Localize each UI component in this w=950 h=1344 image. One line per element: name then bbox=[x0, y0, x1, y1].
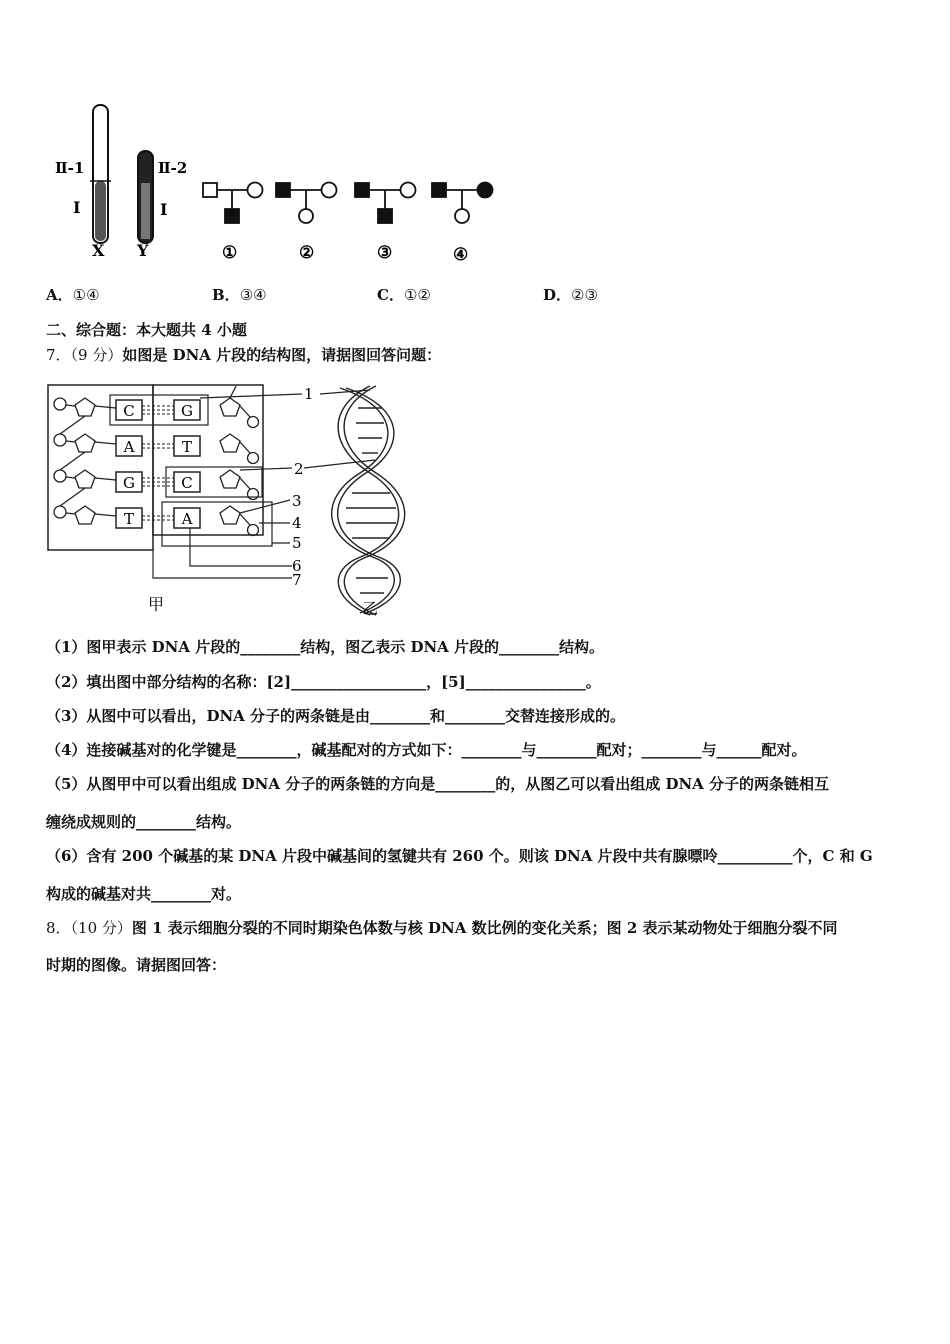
option-a bbox=[46, 285, 100, 305]
q7-sub-4: （4）连接碱基对的化学键是________，碱基配对的方式如下：________与________配对；________与______配对。 bbox=[46, 741, 807, 759]
base-left-3: G bbox=[123, 474, 135, 492]
q7-score: （9 分） bbox=[70, 346, 123, 364]
label-ii2: Ⅱ-2 bbox=[158, 159, 188, 177]
double-helix bbox=[332, 386, 405, 615]
base-right-3: C bbox=[181, 474, 193, 492]
label-ii1: Ⅱ-1 bbox=[55, 159, 85, 177]
q7-stem-line bbox=[46, 345, 441, 365]
q7-stem: 如图是 DNA 片段的结构图，请据图回答问题： bbox=[122, 346, 442, 364]
label-pedigree-3: ③ bbox=[377, 243, 393, 263]
option-a-text: ①④ bbox=[72, 286, 100, 304]
option-a-letter: A． bbox=[46, 286, 73, 304]
q8-text-1: 图 1 表示细胞分裂的不同时期染色体数与核 DNA 数比例的变化关系；图 2 表示某动物处于细胞分裂不同 bbox=[131, 919, 838, 937]
label-x: X bbox=[92, 241, 105, 260]
label-i-right: Ⅰ bbox=[160, 200, 168, 219]
num-1: 1 bbox=[304, 385, 314, 403]
option-b-text: ③④ bbox=[239, 286, 267, 304]
base-left-4: T bbox=[123, 510, 135, 528]
q7-number: 7． bbox=[46, 346, 71, 364]
q7-sub-5-cont: 缠绕成规则的________结构。 bbox=[46, 813, 242, 831]
q7-sub-1: （1）图甲表示 DNA 片段的________结构，图乙表示 DNA 片段的________结构。 bbox=[46, 638, 605, 656]
chromosome-pedigree-figure bbox=[40, 95, 510, 275]
section-heading: 二、综合题：本大题共 4 小题 bbox=[46, 321, 247, 339]
option-c-text: ①② bbox=[403, 286, 431, 304]
label-pedigree-2: ② bbox=[299, 243, 315, 263]
y-chromosome bbox=[138, 151, 153, 243]
num-7: 7 bbox=[292, 571, 302, 589]
base-right-4: A bbox=[181, 510, 193, 528]
q7-sub-6: （6）含有 200 个碱基的某 DNA 片段中碱基间的氢键共有 260 个。则该 DNA 片段中共有腺嘌呤__________个，C 和 G bbox=[46, 847, 873, 865]
base-left-2: A bbox=[123, 438, 135, 456]
label-pedigree-4: ④ bbox=[453, 245, 469, 265]
base-right-1: G bbox=[181, 402, 193, 420]
pedigree-4 bbox=[432, 183, 493, 224]
q8-score: （10 分） bbox=[70, 919, 132, 937]
q8-line-1 bbox=[46, 918, 837, 938]
q7-sub-3: （3）从图中可以看出，DNA 分子的两条链是由________和________交替连接形成的。 bbox=[46, 707, 626, 725]
option-c-letter: C． bbox=[377, 286, 404, 304]
base-right-2: T bbox=[181, 438, 193, 456]
num-4: 4 bbox=[292, 514, 302, 532]
q7-sub-5: （5）从图甲中可以看出组成 DNA 分子的两条链的方向是________的，从图乙可以看出组成 DNA 分子的两条链相互 bbox=[46, 775, 830, 793]
pedigree-3 bbox=[355, 183, 416, 224]
q7-sub-2: （2）填出图中部分结构的名称：[2]__________________，[5]________________。 bbox=[46, 673, 601, 691]
q8-number: 8． bbox=[46, 919, 71, 937]
q8-line-2: 时期的图像。请据图回答： bbox=[46, 956, 227, 974]
x-chromosome bbox=[90, 105, 111, 243]
dna-structure-figure bbox=[40, 378, 430, 623]
label-i-left: Ⅰ bbox=[73, 198, 81, 217]
num-6: 6 bbox=[292, 557, 302, 575]
q7-sub-6-cont: 构成的碱基对共________对。 bbox=[46, 885, 242, 903]
label-y: Y bbox=[137, 241, 149, 260]
option-d bbox=[543, 285, 598, 305]
option-b bbox=[212, 285, 267, 305]
label-pedigree-1: ① bbox=[222, 243, 238, 263]
label-jia: 甲 bbox=[148, 595, 165, 614]
num-5: 5 bbox=[292, 534, 302, 552]
option-b-letter: B． bbox=[212, 286, 240, 304]
option-c bbox=[377, 285, 431, 305]
option-d-letter: D． bbox=[543, 286, 572, 304]
pedigree-2 bbox=[276, 183, 337, 224]
pedigree-1 bbox=[203, 183, 263, 224]
option-d-text: ②③ bbox=[571, 286, 598, 304]
label-yi: 乙 bbox=[362, 599, 379, 618]
base-left-1: C bbox=[123, 402, 135, 420]
num-3: 3 bbox=[292, 492, 302, 510]
num-2: 2 bbox=[294, 460, 304, 478]
